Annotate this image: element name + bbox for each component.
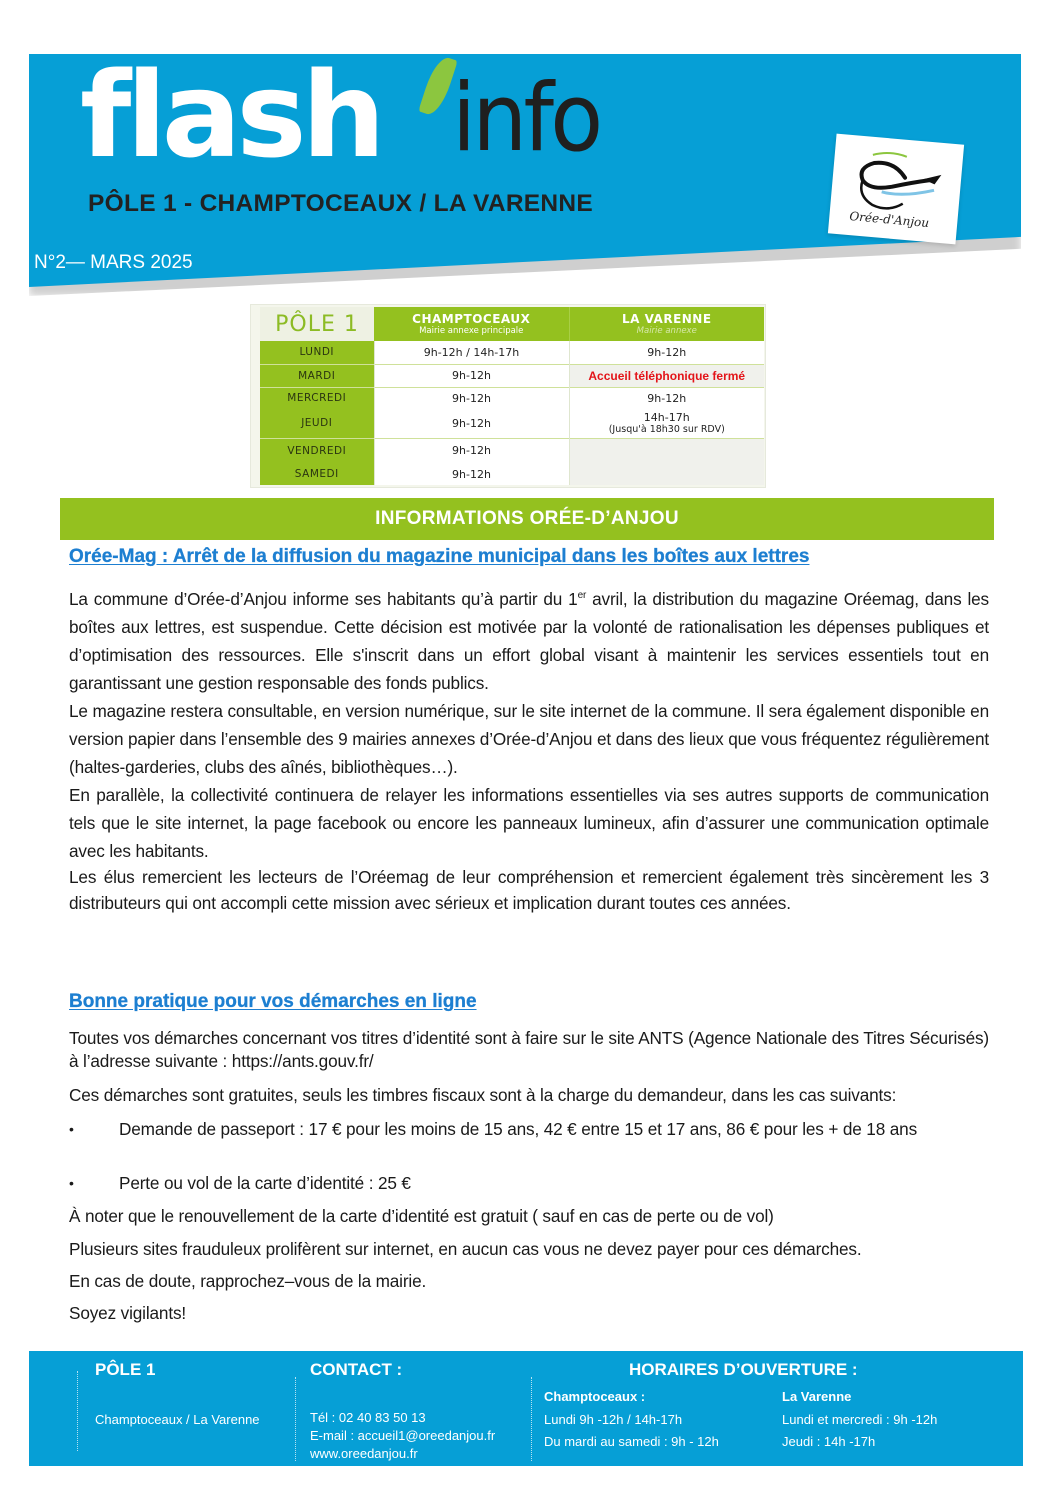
superscript: er [577,590,587,601]
divider [295,1377,296,1461]
paragraph-text: avril, la distribution du magazine Oréemag, dans les boîtes aux lettres, est suspendue. Cette décision est motivée par la volonté de rationalisation les dépenses publiques et d’optimisation des ressources. Elle s'inscrit dans un effort global visant à maintenir les services essentiels tout en garantissant une gestion responsable des fonds publics. [69,589,989,693]
footer [29,1351,1023,1466]
paragraph: Plusieurs sites frauduleux prolifèrent sur internet, en aucun cas vous ne devez payer pour ces démarches. [69,1239,862,1259]
paragraph [69,585,989,697]
appointment-note: (Jusqu'à 18h30 sur RDV) [608,423,725,435]
day-label: SAMEDI [260,463,374,485]
hours-cell-empty [569,463,764,485]
hours-cell: 9h-12h [374,387,569,409]
footer-website-link[interactable]: www.oreedanjou.fr [310,1446,418,1461]
phone-closed-notice: Accueil téléphonique fermé [569,364,764,387]
hours-cell: 9h-12h [569,341,764,364]
hours-cell: 9h-12h [374,463,569,485]
masthead-title-flash: flash [80,46,381,184]
day-label: JEUDI [260,409,374,438]
footer-pole-text: Champtoceaux / La Varenne [95,1412,260,1427]
bullet-icon: • [69,1175,74,1191]
hours-cell: 9h-12h [374,409,569,438]
article-title-demarches[interactable]: Bonne pratique pour vos démarches en ligne [69,991,477,1012]
footer-hours-line: Lundi 9h -12h / 14h-17h [544,1412,683,1427]
paragraph: Les élus remercient les lecteurs de l’Oréemag de leur compréhension et remercient également très sincèrement les 3 distributeurs qui ont accompli cette mission avec sérieux et implication durant toutes ces années. [69,867,989,913]
column-header-la-varenne [569,307,764,341]
hours-value: 14h-17h [643,410,690,424]
article-demarches-intro [69,1027,989,1073]
oree-danjou-logo [828,134,964,245]
table-row [260,387,764,409]
masthead-title-info: info [452,64,600,173]
hours-cell: 9h-12h / 14h-17h [374,341,569,364]
list-item-text: Demande de passeport : 17 € pour les moins de 15 ans, 42 € entre 15 et 17 ans, 86 € pour les + de 18 ans [119,1119,918,1139]
schedule-grid [260,307,764,485]
table-row [260,364,764,387]
footer-phone[interactable]: Tél : 02 40 83 50 13 [310,1410,426,1425]
hours-cell-empty [569,438,764,463]
footer-hours-la-varenne-label: La Varenne [782,1389,852,1404]
table-row [260,409,764,438]
masthead [0,0,1058,300]
masthead-subtitle: PÔLE 1 - CHAMPTOCEAUX / LA VARENNE [88,190,594,217]
article-oreemag-body [69,585,989,865]
pole-label: PÔLE 1 [260,307,374,341]
footer-hours-champtoceaux-label: Champtoceaux : [544,1389,646,1404]
column-title: LA VARENNE [621,311,712,326]
hours-cell: 9h-12h [374,364,569,387]
day-label: MARDI [260,364,374,387]
issue-number: N°2— MARS 2025 [34,252,193,273]
footer-pole-title: PÔLE 1 [95,1360,156,1379]
footer-contact-title: CONTACT : [310,1360,403,1379]
logo-wordmark: Orée-d'Anjou [848,209,930,230]
divider [531,1377,532,1461]
section-banner: INFORMATIONS ORÉE-D’ANJOU [60,498,994,540]
article-oreemag-closing [69,864,989,916]
article-title-oreemag[interactable]: Orée-Mag : Arrêt de la diffusion du magazine municipal dans les boîtes aux lettres [69,546,810,567]
paragraph-text: La commune d’Orée-d’Anjou informe ses habitants qu’à partir du 1 [69,589,578,609]
hours-cell: 9h-12h [569,387,764,409]
paragraph: Toutes vos démarches concernant vos titres d’identité sont à faire sur le site ANTS (Agence Nationale des Titres Sécurisés) à l’adresse suivante : https://ants.gouv.fr/ [69,1028,989,1071]
bullet-icon: • [69,1121,74,1137]
paragraph: En parallèle, la collectivité continuera de relayer les informations essentielles via ses autres supports de communication tels que le site internet, la page facebook ou encore les panneaux lumineux, afin d’assurer une communication optimale avec les habitants. [69,785,989,861]
table-row [260,463,764,485]
paragraph: Soyez vigilants! [69,1303,187,1323]
opening-hours-table [250,304,766,488]
paragraph: En cas de doute, rapprochez–vous de la mairie. [69,1271,427,1291]
list-item-text: Perte ou vol de la carte d’identité : 25 € [119,1173,411,1193]
paragraph: Le magazine restera consultable, en version numérique, sur le site internet de la commune. Il sera également disponible en version papier dans l’ensemble des 9 mairies annexes d’Orée-d’Anjou et dans des lieux que vous fréquentez régulièrement (haltes-garderies, clubs des aînés, bibliothèques…). [69,701,989,777]
column-header-champtoceaux [374,307,569,341]
footer-hours-line: Jeudi : 14h -17h [782,1434,876,1449]
footer-email[interactable]: E-mail : accueil1@oreedanjou.fr [310,1428,496,1443]
day-label: MERCREDI [260,387,374,409]
footer-hours-line: Du mardi au samedi : 9h - 12h [544,1434,719,1449]
column-subtitle: Mairie annexe principale [419,325,524,336]
table-row [260,341,764,364]
table-header-row [260,307,764,341]
hours-cell [569,409,764,438]
day-label: LUNDI [260,341,374,364]
table-row [260,438,764,463]
column-subtitle: Mairie annexe [636,325,697,336]
hours-cell: 9h-12h [374,438,569,463]
footer-hours-line: Lundi et mercredi : 9h -12h [782,1412,938,1427]
column-title: CHAMPTOCEAUX [412,311,531,326]
footer-hours-title: HORAIRES D’OUVERTURE : [629,1360,858,1379]
day-label: VENDREDI [260,438,374,463]
paragraph: À noter que le renouvellement de la carte d’identité est gratuit ( sauf en cas de perte ou de vol) [69,1206,774,1226]
paragraph: Ces démarches sont gratuites, seuls les timbres fiscaux sont à la charge du demandeur, dans les cas suivants: [69,1085,897,1105]
divider [77,1371,78,1451]
